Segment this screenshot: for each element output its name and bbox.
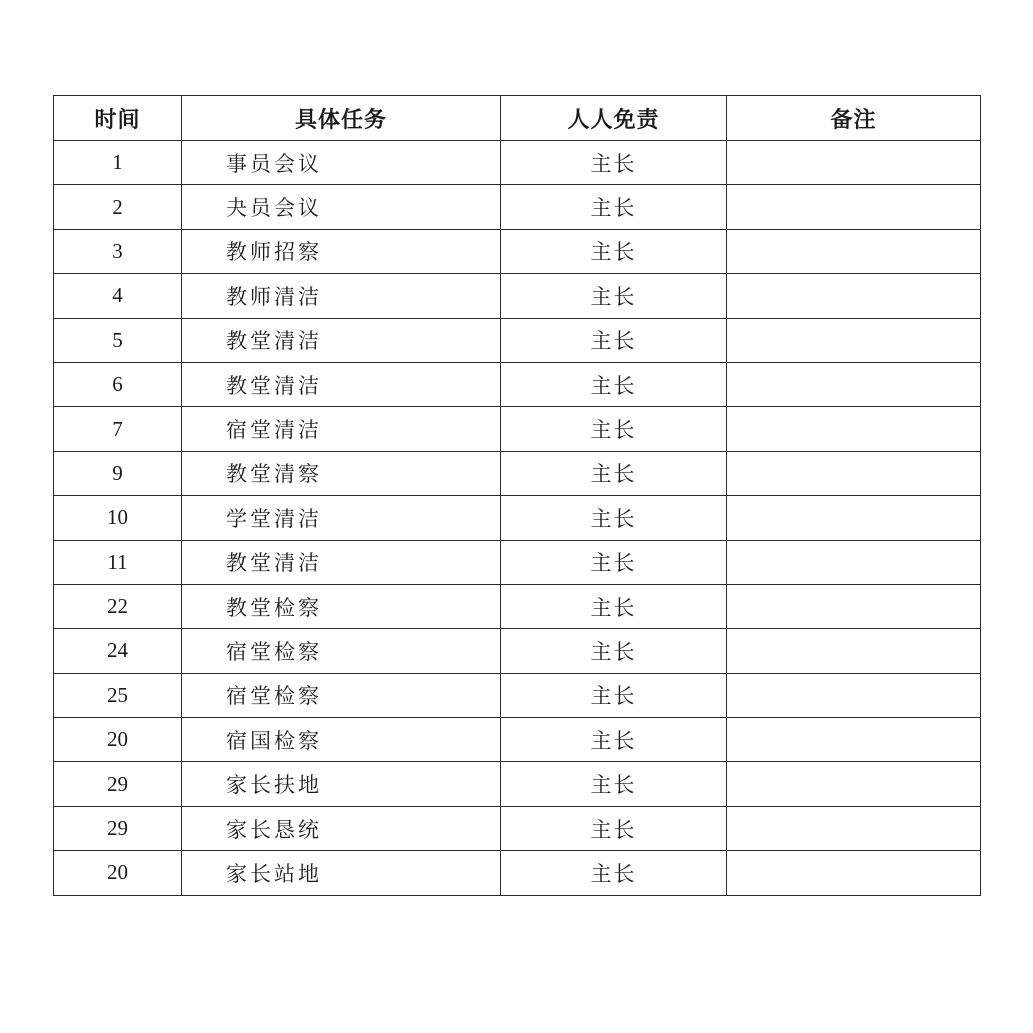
note-cell [727,496,981,540]
note-cell [727,229,981,273]
table-row [54,851,981,895]
table-row [54,496,981,540]
table-row [54,806,981,850]
note-cell [727,362,981,406]
responsible-cell: 主长 [501,540,727,584]
time-cell: 2 [54,185,182,229]
task-cell: 事员会议 [182,141,501,185]
table-header [54,96,981,141]
task-cell: 家长扶地 [182,762,501,806]
note-cell [727,407,981,451]
note-cell [727,584,981,628]
table-row [54,274,981,318]
table-row [54,185,981,229]
time-cell: 1 [54,141,182,185]
responsible-cell: 主长 [501,806,727,850]
responsible-cell: 主长 [501,229,727,273]
time-cell: 11 [54,540,182,584]
time-cell: 20 [54,718,182,762]
responsible-cell: 主长 [501,451,727,495]
note-cell [727,318,981,362]
note-cell [727,540,981,584]
note-cell [727,274,981,318]
responsible-cell: 主长 [501,407,727,451]
time-cell: 5 [54,318,182,362]
task-cell: 宿国检察 [182,718,501,762]
header-task: 具体任务 [182,96,501,141]
note-cell [727,185,981,229]
time-cell: 6 [54,362,182,406]
time-cell: 9 [54,451,182,495]
task-cell: 宿堂检察 [182,629,501,673]
note-cell [727,451,981,495]
table-row [54,407,981,451]
table-row [54,673,981,717]
time-cell: 29 [54,762,182,806]
note-cell [727,762,981,806]
task-cell: 教堂清洁 [182,318,501,362]
time-cell: 7 [54,407,182,451]
table-row [54,718,981,762]
task-table [53,95,981,896]
table-row [54,362,981,406]
task-cell: 教堂清察 [182,451,501,495]
table-row [54,762,981,806]
task-cell: 教师招察 [182,229,501,273]
table-row [54,629,981,673]
task-cell: 夬员会议 [182,185,501,229]
responsible-cell: 主长 [501,673,727,717]
note-cell [727,141,981,185]
responsible-cell: 主长 [501,851,727,895]
header-row [54,96,981,141]
note-cell [727,718,981,762]
task-cell: 教堂清洁 [182,362,501,406]
task-cell: 学堂清洁 [182,496,501,540]
table-row [54,318,981,362]
note-cell [727,806,981,850]
task-cell: 家长站地 [182,851,501,895]
time-cell: 22 [54,584,182,628]
time-cell: 4 [54,274,182,318]
table-row [54,584,981,628]
responsible-cell: 主长 [501,496,727,540]
responsible-cell: 主长 [501,762,727,806]
header-note: 备注 [727,96,981,141]
note-cell [727,629,981,673]
time-cell: 25 [54,673,182,717]
header-responsible: 人人免责 [501,96,727,141]
note-cell [727,851,981,895]
task-cell: 宿堂检察 [182,673,501,717]
table-row [54,540,981,584]
responsible-cell: 主长 [501,274,727,318]
table-body [54,141,981,896]
task-cell: 家长恳统 [182,806,501,850]
task-table-container [53,95,980,896]
task-cell: 教师清洁 [182,274,501,318]
task-cell: 教堂检察 [182,584,501,628]
time-cell: 20 [54,851,182,895]
task-cell: 教堂清洁 [182,540,501,584]
time-cell: 10 [54,496,182,540]
time-cell: 3 [54,229,182,273]
time-cell: 24 [54,629,182,673]
note-cell [727,673,981,717]
responsible-cell: 主长 [501,318,727,362]
responsible-cell: 主长 [501,629,727,673]
header-time: 时间 [54,96,182,141]
table-row [54,141,981,185]
table-row [54,451,981,495]
time-cell: 29 [54,806,182,850]
responsible-cell: 主长 [501,584,727,628]
task-cell: 宿堂清洁 [182,407,501,451]
responsible-cell: 主长 [501,718,727,762]
table-row [54,229,981,273]
responsible-cell: 主长 [501,185,727,229]
responsible-cell: 主长 [501,362,727,406]
responsible-cell: 主长 [501,141,727,185]
